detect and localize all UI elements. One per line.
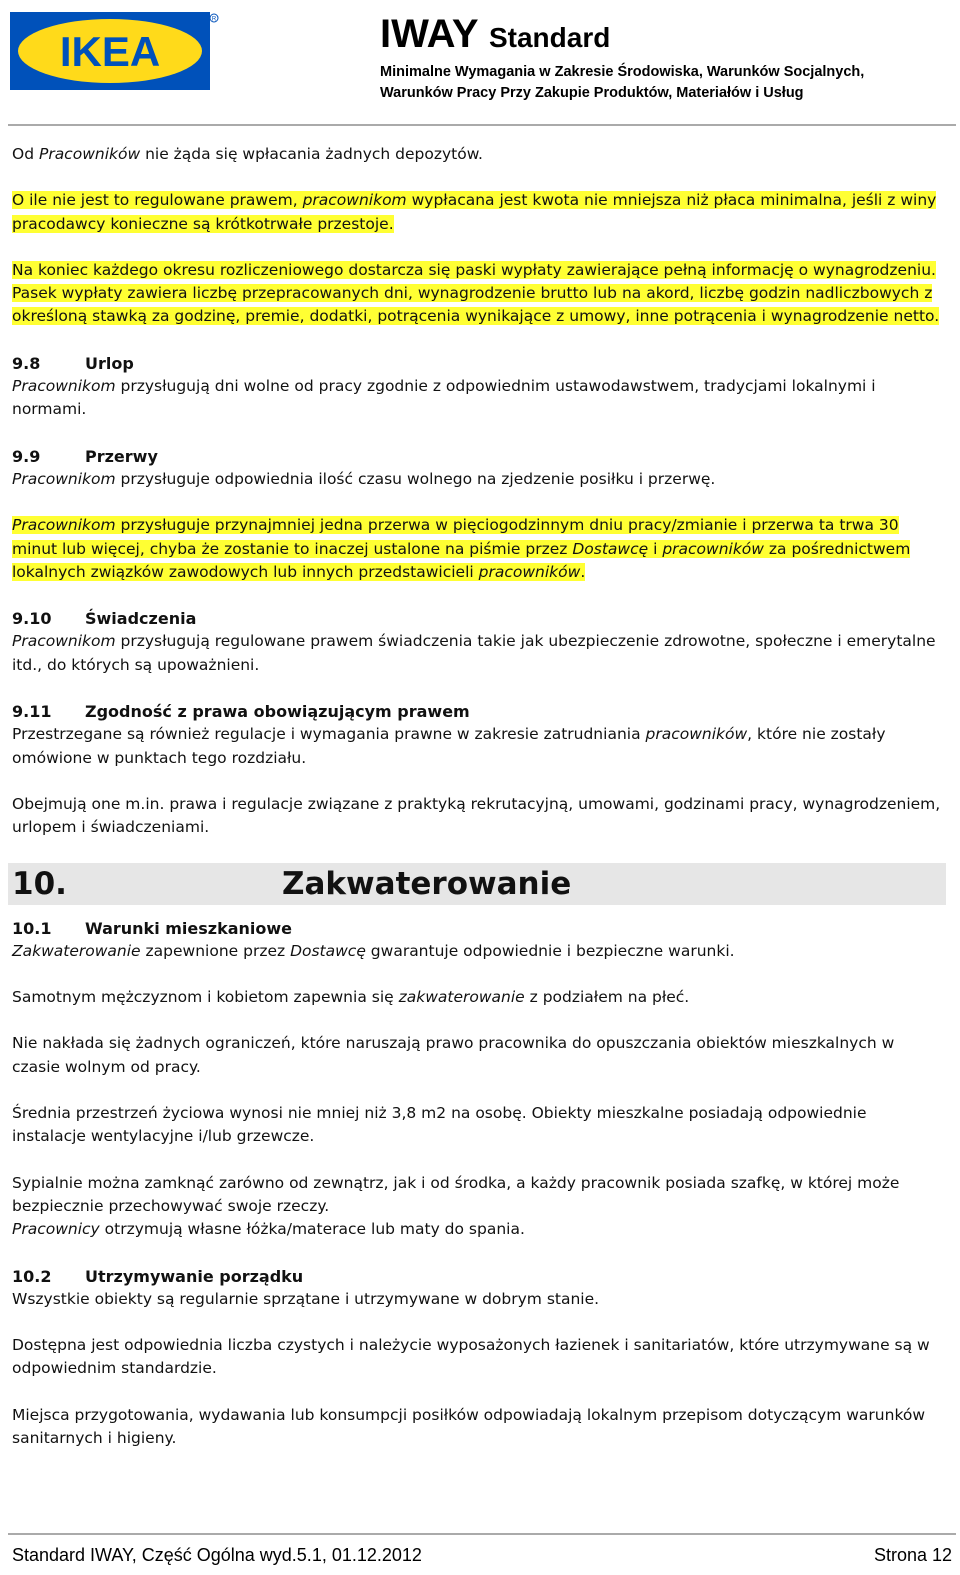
- section-number: 9.9: [12, 446, 41, 466]
- text: za pośrednictwem lokalnych związków zawodowych lub innych przedstawicieli: [12, 539, 911, 581]
- text: przysługuje przynajmniej jedna przerwa w pięciogodzinnym dniu pracy/zmianie i przerwa ta trwa 30 minut lub więcej, chyba że zostanie to inaczej ustalone na piśmie przez: [12, 516, 899, 558]
- paragraph-breaks: [12, 514, 942, 584]
- paragraph: Dostępna jest odpowiednia liczba czystych i należycie wyposażonych łazienek i sanitariatów, które utrzymywane są w odpowiednim standardzie.: [12, 1336, 930, 1378]
- section-title: Zgodność z prawa obowiązującym prawem: [85, 702, 470, 722]
- text-italic: Dostawcę: [290, 941, 366, 960]
- section-number: 10.1: [12, 918, 52, 938]
- text: Od: [12, 145, 39, 163]
- paragraph: [12, 1218, 942, 1241]
- page-number: Strona 12: [873, 1545, 952, 1565]
- text: wypłacana jest kwota nie mniejsza niż płaca minimalna, jeśli z winy pracodawcy konieczne są krótkotrwałe przestoje.: [12, 191, 937, 233]
- subtitle-line-2: Warunków Pracy Przy Zakupie Produktów, Materiałów i Usług: [380, 85, 804, 101]
- paragraph: Miejsca przygotowania, wydawania lub konsumpcji posiłków odpowiadają lokalnym przepisom dotyczącym warunków sanitarnych i higieny.: [12, 1405, 926, 1447]
- paragraph: [12, 630, 942, 677]
- ikea-logo: [10, 12, 220, 92]
- section-heading-10-2: [12, 1265, 942, 1288]
- section-body-9-8: [12, 375, 942, 422]
- section-heading-9-9: [12, 445, 942, 468]
- text-italic: Pracowników: [38, 145, 141, 163]
- text: nie żąda się wpłacania żadnych depozytów.: [140, 145, 483, 163]
- logo-text: IKEA: [59, 28, 161, 75]
- section-title: Świadczenia: [85, 609, 197, 629]
- document-title: [380, 10, 610, 62]
- text: z podziałem na płeć.: [524, 988, 690, 1007]
- section-body-9-10: [12, 630, 942, 677]
- paragraph-deposits: [12, 143, 942, 166]
- paragraph: [12, 940, 942, 963]
- paragraph-minimum-wage: [12, 189, 942, 236]
- text: Na koniec każdego okresu rozliczeniowego dostarcza się paski wypłaty zawierające pełną informację o wynagrodzeniu. Pasek wypłaty zawiera liczbę przepracowanych dni, wynagrodzenie brutto lub na akord, liczbę godzin nadliczbowych z określoną stawką za godzinę, premie, dodatki, potrącenia wynikające z umowy, inne potrącenia i wynagrodzenie netto.: [12, 260, 940, 326]
- text: przysługuje odpowiednia ilość czasu wolnego na zjedzenie posiłku i przerwę.: [115, 469, 716, 488]
- subtitle-line-1: Minimalne Wymagania w Zakresie Środowiska, Warunków Socjalnych,: [380, 64, 865, 80]
- paragraph: Wszystkie obiekty są regularnie sprzątane i utrzymywane w dobrym stanie.: [12, 1289, 600, 1308]
- chapter-heading-10: [8, 863, 946, 905]
- section-number: 9.10: [12, 609, 52, 629]
- text-italic: zakwaterowanie: [398, 988, 525, 1007]
- text: O ile nie jest to regulowane prawem,: [12, 191, 303, 210]
- text-italic: Pracownikom: [12, 516, 116, 535]
- paragraph: [12, 986, 942, 1009]
- section-heading-10-1: [12, 917, 942, 940]
- text: gwarantuje odpowiednie i bezpieczne warunki.: [365, 941, 735, 960]
- text: , które nie zostały omówione w punktach tego rozdziału.: [12, 725, 886, 767]
- section-body-9-9: [12, 468, 942, 584]
- chapter-title: Zakwaterowanie: [282, 865, 572, 902]
- section-title: Urlop: [85, 353, 134, 373]
- section-title: Przerwy: [85, 446, 158, 466]
- text-italic: Pracownikom: [12, 377, 116, 396]
- title-standard: Standard: [488, 22, 611, 53]
- paragraph: Nie nakłada się żadnych ograniczeń, które naruszają prawo pracownika do opuszczania obiektów mieszkalnych w czasie wolnym od pracy.: [12, 1034, 895, 1076]
- section-heading-9-10: [12, 607, 942, 630]
- text-italic: pracowników: [662, 539, 764, 558]
- section-number: 9.8: [12, 353, 41, 373]
- text: Samotnym mężczyznom i kobietom zapewnia się: [12, 988, 399, 1007]
- paragraph: [12, 723, 942, 770]
- text: przysługują dni wolne od pracy zgodnie z odpowiednim ustawodawstwem, tradycjami lokalnymi i normami.: [12, 377, 876, 419]
- text: Przestrzegane są również regulacje i wymagania prawne w zakresie zatrudniania: [12, 725, 646, 744]
- paragraph: Obejmują one m.in. prawa i regulacje związane z praktyką rekrutacyjną, umowami, godzinami pracy, wynagrodzeniem, urlopem i świadczeniami.: [12, 794, 941, 837]
- page-content: [12, 143, 942, 1473]
- text-italic: Dostawcę: [572, 539, 649, 558]
- section-number: 10.2: [12, 1266, 52, 1286]
- text: .: [580, 562, 586, 581]
- text-italic: pracownikom: [302, 191, 407, 210]
- paragraph-payslips: [12, 259, 942, 329]
- section-title: Utrzymywanie porządku: [85, 1266, 304, 1286]
- text-italic: Pracownikom: [12, 632, 116, 651]
- paragraph: [12, 468, 942, 491]
- text-italic: pracowników: [478, 562, 581, 581]
- text-italic: Zakwaterowanie: [12, 941, 141, 960]
- section-body-10-2: [12, 1288, 942, 1450]
- document-subtitle: [380, 62, 955, 104]
- svg-text:R: R: [211, 16, 217, 23]
- section-body-9-11: [12, 723, 942, 839]
- section-heading-9-11: [12, 700, 942, 723]
- paragraph: Sypialnie można zamknąć zarówno od zewnątrz, jak i od środka, a każdy pracownik posiada szafkę, w której może bezpiecznie przechowywać swoje rzeczy.: [12, 1173, 900, 1215]
- paragraph: [12, 375, 942, 422]
- section-body-10-1: [12, 940, 942, 1242]
- chapter-number: 10.: [12, 865, 67, 902]
- text-italic: pracowników: [645, 725, 748, 744]
- text-italic: Pracownikom: [12, 469, 116, 488]
- paragraph: Średnia przestrzeń życiowa wynosi nie mniej niż 3,8 m2 na osobę. Obiekty mieszkalne posiadają odpowiednie instalacje wentylacyjne i/lub grzewcze.: [12, 1104, 867, 1146]
- section-heading-9-8: [12, 352, 942, 375]
- footer-divider: [8, 1533, 956, 1535]
- text: zapewnione przez: [140, 941, 291, 960]
- section-number: 9.11: [12, 702, 52, 722]
- footer-document-id: Standard IWAY, Część Ogólna wyd.5.1, 01.12.2012: [12, 1545, 422, 1565]
- section-title: Warunki mieszkaniowe: [85, 918, 293, 938]
- text: przysługują regulowane prawem świadczenia takie jak ubezpieczenie zdrowotne, społeczne i emerytalne itd., do których są upoważnieni.: [12, 632, 936, 674]
- text: otrzymują własne łóżka/materace lub maty do spania.: [99, 1220, 525, 1239]
- text: i: [648, 539, 663, 558]
- text-italic: Pracownicy: [12, 1220, 100, 1239]
- header-divider: [8, 124, 956, 126]
- title-main: IWAY: [380, 12, 478, 56]
